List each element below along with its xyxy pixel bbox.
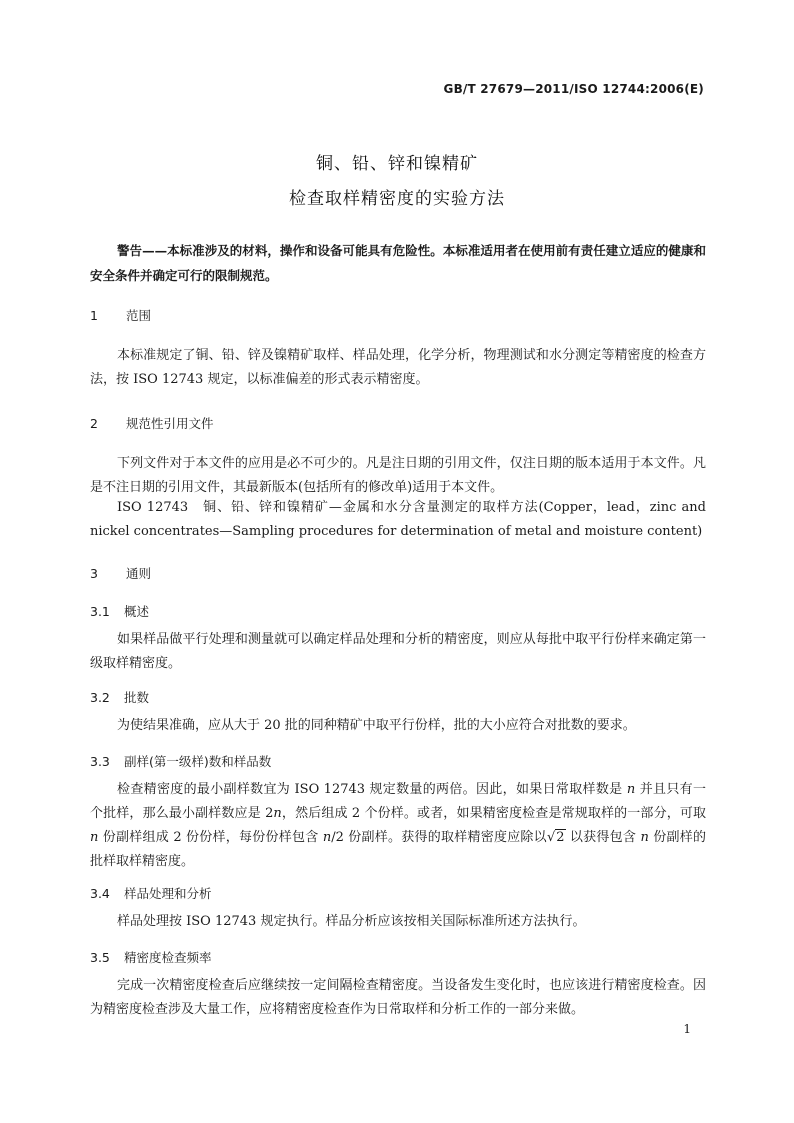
- section-1-paragraph: 本标准规定了铜、铅、锌及镍精矿取样、样品处理，化学分析，物理测试和水分测定等精密度的检查方法，按 ISO 12743 规定，以标准偏差的形式表示精密度。: [90, 348, 706, 387]
- section-title: 通则: [126, 566, 152, 581]
- subsection-3-2-heading: [90, 688, 149, 706]
- section-title: 批数: [124, 690, 150, 705]
- square-root: √2: [546, 830, 565, 845]
- section-number: 3.1: [90, 604, 110, 619]
- section-title: 样品处理和分析: [124, 886, 212, 901]
- section-2-paragraph: 下列文件对于本文件的应用是必不可少的。凡是注日期的引用文件，仅注日期的版本适用于本文件。凡是不注日期的引用文件，其最新版本(包括所有的修改单)适用于本文件。: [90, 456, 706, 495]
- subsection-3-4-paragraph: 样品处理按 ISO 12743 规定执行。样品分析应该按相关国际标准所述方法执行。: [117, 914, 586, 929]
- subsection-3-1-paragraph: 如果样品做平行处理和测量就可以确定样品处理和分析的精密度，则应从每批中取平行份样来确定第一级取样精密度。: [90, 632, 706, 671]
- section-3-heading: [90, 564, 151, 582]
- text-run: 检查精密度的最小副样数宜为 ISO 12743 规定数量的两倍。因此，如果日常取样数是: [117, 782, 627, 797]
- variable-n: n: [273, 806, 282, 821]
- subsection-3-1-heading: [90, 602, 149, 620]
- subsection-3-3-heading: [90, 752, 271, 770]
- subsection-3-4-heading: [90, 884, 212, 902]
- text-run: 份副样组成 2 份份样，每份份样包含: [98, 830, 323, 845]
- section-number: 3.2: [90, 690, 110, 705]
- section-title: 副样(第一级样)数和样品数: [124, 754, 272, 769]
- warning-paragraph: 警告——本标准涉及的材料，操作和设备可能具有危险性。本标准适用者在使用前有责任建立适应的健康和安全条件并确定可行的限制规范。: [90, 243, 706, 283]
- section-number: 3.5: [90, 950, 110, 965]
- variable-n: n: [90, 830, 99, 845]
- title-line-1: 铜、铅、锌和镍精矿: [316, 154, 478, 174]
- section-number: 2: [90, 416, 98, 431]
- section-title: 规范性引用文件: [126, 416, 214, 431]
- text-run: 并且只有一个批样，那么最小副样数应是 2: [90, 782, 706, 821]
- normative-reference: ISO 12743 铜、铅、锌和镍精矿—金属和水分含量测定的取样方法(Copper，lead，zinc and nickel concentrates—Sampling procedures for determination of metal and moisture content): [90, 500, 706, 539]
- text-run: 份副样的批样取样精密度。: [90, 830, 706, 869]
- section-title: 范围: [126, 308, 152, 323]
- section-number: 3.4: [90, 886, 110, 901]
- variable-n: n: [626, 782, 636, 797]
- text-run: 以获得包含: [565, 830, 641, 845]
- section-title: 概述: [124, 604, 150, 619]
- section-2-heading: [90, 414, 214, 432]
- section-number: 1: [90, 308, 98, 323]
- variable-n: n: [322, 830, 332, 845]
- text-run: ，然后组成 2 个份样。或者，如果精密度检查是常规取样的一部分，可取: [281, 806, 707, 821]
- subsection-3-5-heading: [90, 948, 212, 966]
- subsection-3-3-paragraph: [90, 778, 706, 874]
- section-1-heading: [90, 306, 151, 324]
- subsection-3-2-paragraph: 为使结果准确，应从大于 20 批的同种精矿中取平行份样，批的大小应符合对批数的要求。: [117, 718, 636, 733]
- title-line-2: 检查取样精密度的实验方法: [289, 189, 505, 209]
- section-title: 精密度检查频率: [124, 950, 212, 965]
- text-run: /2 份副样。获得的取样精密度应除以: [331, 830, 547, 845]
- page-number: 1: [683, 1022, 691, 1036]
- sqrt-argument: 2: [556, 830, 565, 845]
- subsection-3-5-paragraph: 完成一次精密度检查后应继续按一定间隔检查精密度。当设备发生变化时，也应该进行精密度检查。因为精密度检查涉及大量工作，应将精密度检查作为日常取样和分析工作的一部分来做。: [90, 978, 706, 1017]
- standard-code: GB/T 27679—2011/ISO 12744:2006(E): [443, 82, 704, 96]
- section-number: 3.3: [90, 754, 110, 769]
- variable-n: n: [640, 830, 649, 845]
- section-number: 3: [90, 566, 98, 581]
